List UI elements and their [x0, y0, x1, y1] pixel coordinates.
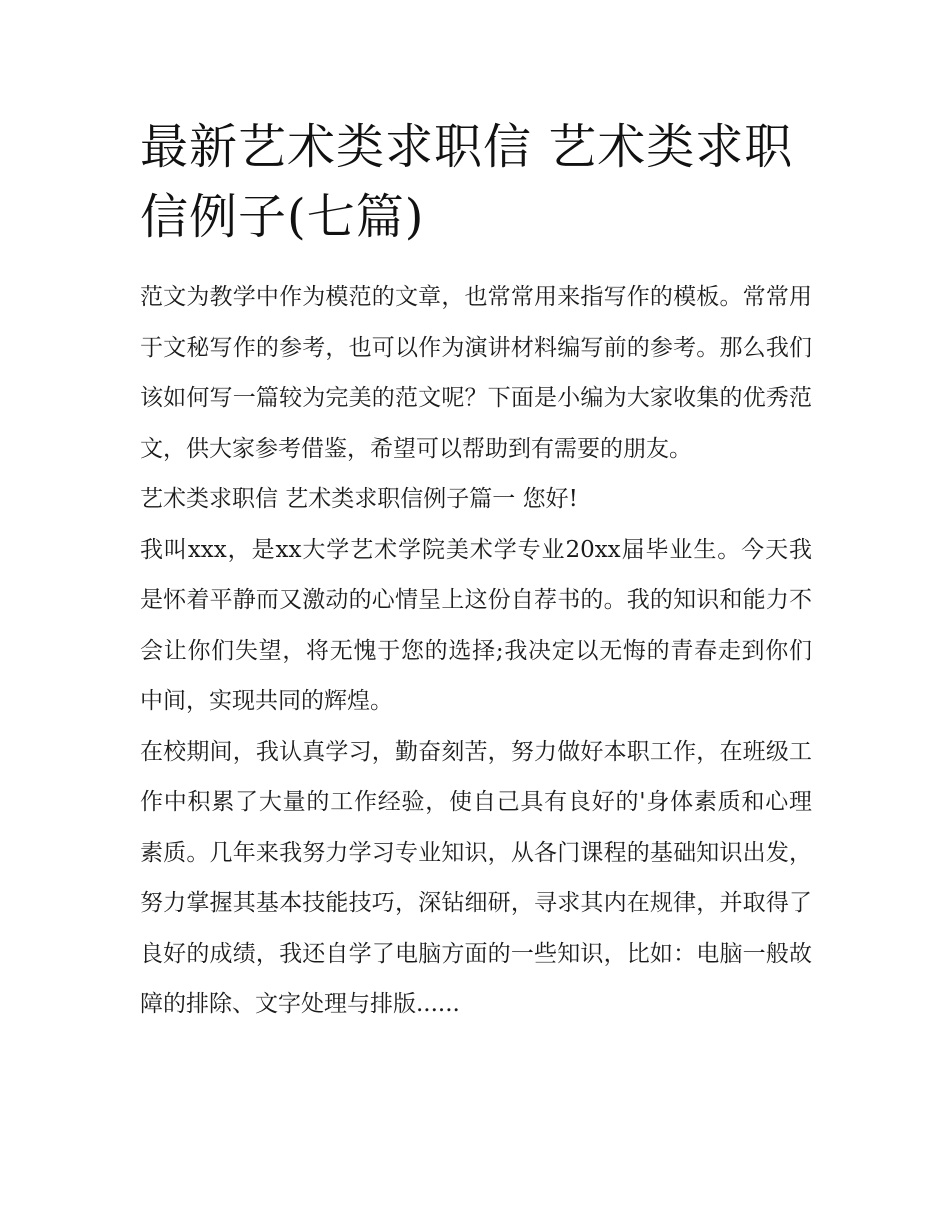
document-body — [140, 272, 812, 1030]
document-title: 最新艺术类求职信 艺术类求职信例子(七篇) — [140, 119, 794, 245]
school-experience-paragraph: 在校期间，我认真学习，勤奋刻苦，努力做好本职工作，在班级工作中积累了大量的工作经验，使自己具有良好的'身体素质和心理素质。几年来我努力学习专业知识，从各门课程的基础知识出发，努力掌握其基本技能技巧，深钻细研，寻求其内在规律，并取得了良好的成绩，我还自学了电脑方面的一些知识，比如：电脑一般故障的排除、文字处理与排版...... — [140, 738, 812, 1017]
self-introduction-paragraph: 我叫xxx，是xx大学艺术学院美术学专业20xx届毕业生。今天我是怀着平静而又激动的心情呈上这份自荐书的。我的知识和能力不会让你们失望，将无愧于您的选择;我决定以无悔的青春走到你们中间，实现共同的辉煌。 — [140, 536, 812, 714]
document-content — [140, 112, 812, 1030]
section-heading-paragraph: 艺术类求职信 艺术类求职信例子篇一 您好! — [140, 486, 578, 512]
intro-paragraph: 范文为教学中作为模范的文章，也常常用来指写作的模板。常常用于文秘写作的参考，也可以作为演讲材料编写前的参考。那么我们该如何写一篇较为完美的范文呢？下面是小编为大家收集的优秀范文，供大家参考借鉴，希望可以帮助到有需要的朋友。 — [140, 284, 812, 462]
